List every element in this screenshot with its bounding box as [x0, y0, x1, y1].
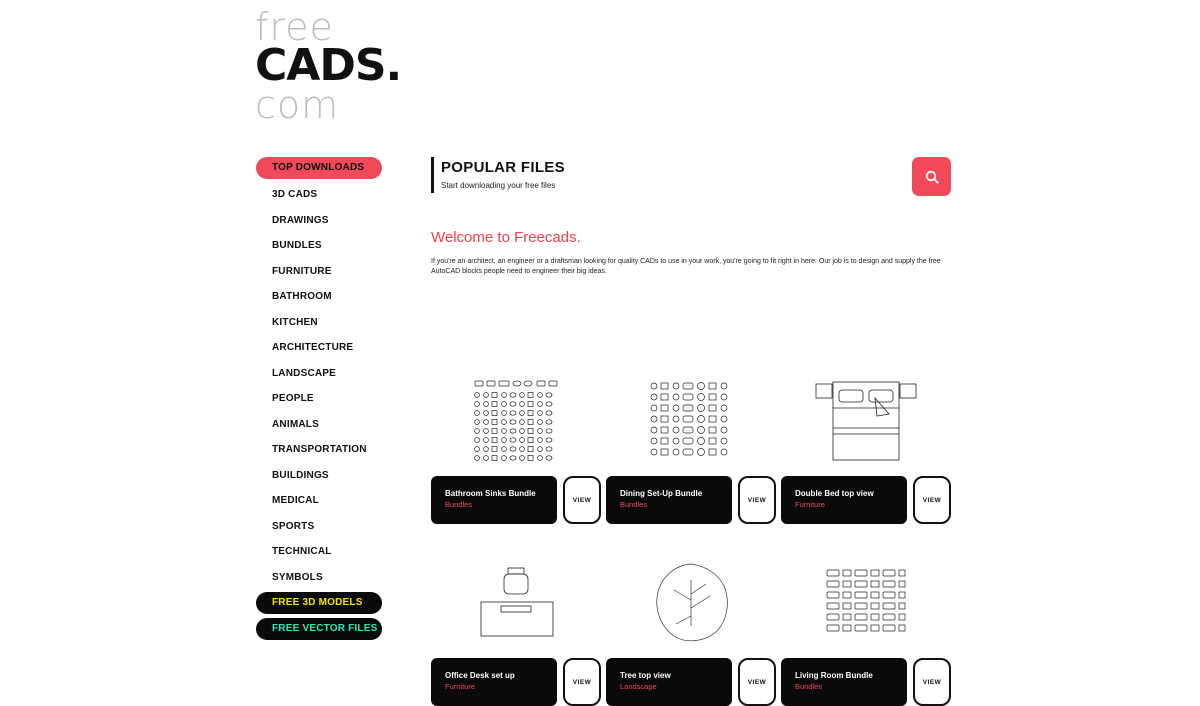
nav-item-medical[interactable]: MEDICAL	[272, 495, 319, 506]
search-icon	[925, 170, 939, 184]
popular-files-header	[431, 157, 565, 193]
nav-item-symbols[interactable]: SYMBOLS	[272, 571, 323, 583]
double-bed-drawing	[811, 378, 921, 464]
view-button[interactable]: VIEW	[913, 476, 951, 524]
view-button[interactable]: VIEW	[738, 476, 776, 524]
nav-item-kitchen[interactable]: KITCHEN	[272, 316, 318, 328]
file-thumbnail[interactable]	[431, 558, 601, 648]
view-button[interactable]: VIEW	[563, 476, 601, 524]
file-card-info[interactable]	[781, 658, 907, 706]
bathroom-sinks-drawing	[471, 378, 561, 464]
nav-item-bundles[interactable]: BUNDLES	[272, 240, 322, 251]
file-category[interactable]: Landscape	[620, 682, 657, 691]
file-category[interactable]: Furniture	[795, 500, 826, 509]
file-category[interactable]: Bundles	[445, 500, 473, 509]
nav-item-animals[interactable]: ANIMALS	[272, 418, 319, 430]
nav-item-buildings[interactable]: BUILDINGS	[272, 469, 329, 481]
file-card-info[interactable]	[606, 476, 732, 524]
file-title: Tree top view	[620, 671, 671, 680]
file-thumbnail[interactable]	[606, 558, 776, 648]
office-desk-drawing	[471, 560, 561, 646]
nav-item-people[interactable]: PEOPLE	[272, 393, 314, 404]
file-title: Office Desk set up	[445, 671, 515, 680]
nav-item-furniture[interactable]: FURNITURE	[272, 265, 332, 277]
nav-item-transportation[interactable]: TRANSPORTATION	[272, 444, 367, 455]
sidebar-nav	[256, 157, 386, 644]
file-thumbnail[interactable]	[606, 376, 776, 466]
view-button[interactable]: VIEW	[738, 658, 776, 706]
file-category[interactable]: Bundles	[795, 682, 823, 691]
file-category[interactable]: Bundles	[620, 500, 648, 509]
nav-free-vector-files[interactable]: FREE VECTOR FILES	[256, 618, 382, 640]
view-button[interactable]: VIEW	[913, 658, 951, 706]
view-button[interactable]: VIEW	[563, 658, 601, 706]
welcome-title: Welcome to Freecads.	[431, 229, 581, 246]
file-title: Dining Set-Up Bundle	[620, 489, 703, 498]
search-button[interactable]	[912, 157, 951, 196]
page-subtitle: Start downloading your free files	[441, 181, 556, 190]
file-thumbnail[interactable]	[781, 376, 951, 466]
nav-top-downloads[interactable]: TOP DOWNLOADS	[256, 157, 382, 179]
nav-item-technical[interactable]: TECHNICAL	[272, 546, 332, 557]
tree-top-view-drawing	[646, 560, 736, 646]
site-logo[interactable]	[255, 5, 402, 127]
logo-line-free: free	[255, 5, 334, 49]
nav-item-drawings[interactable]: DRAWINGS	[272, 214, 329, 226]
page-title: POPULAR FILES	[441, 159, 565, 176]
nav-item-landscape[interactable]: LANDSCAPE	[272, 367, 337, 379]
file-category[interactable]: Furniture	[445, 682, 476, 691]
logo-line-cads: CADS.	[255, 40, 402, 91]
nav-item-sports[interactable]: SPORTS	[272, 520, 315, 532]
file-thumbnail[interactable]	[781, 558, 951, 648]
dining-setup-drawing	[646, 378, 736, 464]
logo-line-com: com	[255, 83, 340, 127]
living-room-drawing	[821, 560, 911, 646]
nav-item-bathroom[interactable]: BATHROOM	[272, 291, 332, 302]
file-title: Living Room Bundle	[795, 671, 873, 680]
nav-item-3d-cads[interactable]: 3D CADS	[272, 189, 318, 200]
file-card-info[interactable]	[431, 658, 557, 706]
file-card-info[interactable]	[431, 476, 557, 524]
welcome-body: If you're an architect, an engineer or a draftsman looking for quality CADs to use in your work, you're going to fit right in here. Our job is to design and supply the free AutoCAD blocks people need to engineer their big ideas.	[431, 258, 941, 275]
file-title: Bathroom Sinks Bundle	[445, 489, 536, 498]
file-title: Double Bed top view	[795, 489, 874, 498]
nav-item-architecture[interactable]: ARCHITECTURE	[272, 342, 354, 353]
nav-free-3d-models[interactable]: FREE 3D MODELS	[256, 592, 382, 614]
file-card-info[interactable]	[606, 658, 732, 706]
file-thumbnail[interactable]	[431, 376, 601, 466]
file-card-info[interactable]	[781, 476, 907, 524]
